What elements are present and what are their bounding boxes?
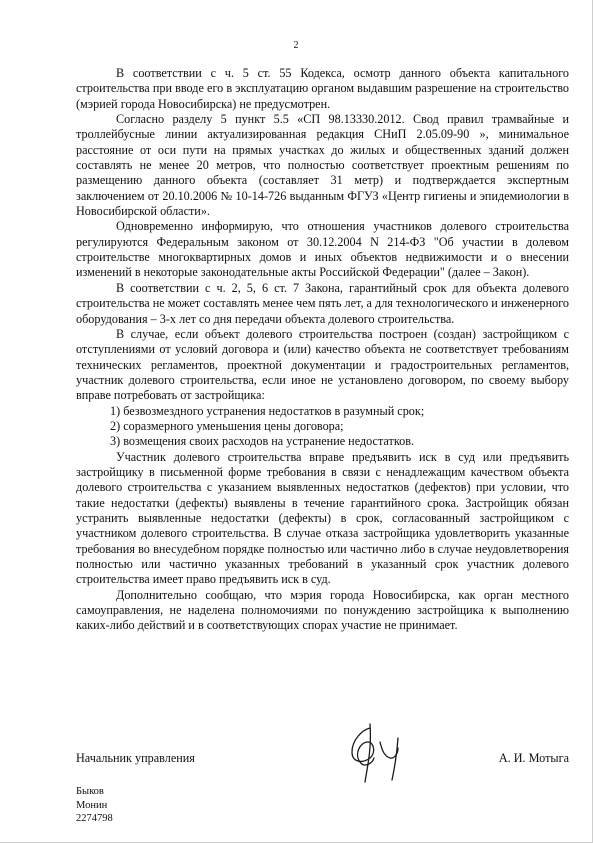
paragraph-city-authority: Дополнительно сообщаю, что мэрия города Новосибирска, как орган местного самоуправления, не наделена полномочиями по понуждению застройщика к выполнению каких-либо действий и в соответствующих спорах участие не принимает. bbox=[76, 587, 569, 633]
executor-phone: 2274798 bbox=[76, 813, 113, 825]
list-item-remedy-2: 2) соразмерного уменьшения цены договора; bbox=[110, 418, 344, 433]
letter-body bbox=[76, 66, 569, 634]
paragraph-warranty-period: В соответствии с ч. 2, 5, 6 ст. 7 Закона, гарантийный срок для объекта долевого строительства не может составлять менее чем пять лет, а для технологического и инженерного оборудования – 3-х лет со дня передачи объекта долевого строительства. bbox=[76, 280, 569, 326]
executor-name: Быков bbox=[76, 786, 104, 797]
list-item-remedy-3: 3) возмещения своих расходов на устранение недостатков. bbox=[110, 434, 415, 449]
executors-block bbox=[76, 785, 113, 826]
signatory-name: А. И. Мотыга bbox=[498, 751, 569, 765]
paragraph-law-reference: Одновременно информирую, что отношения участников долевого строительства регулируются Федеральным законом от 30.12.2004 N 214-ФЗ "Об участии в долевом строительстве многоквартирных домов и иных объектов недвижимости и о внесении изменений в некоторые законодательные акты Российской Федерации" (далее – Закон). bbox=[76, 219, 569, 280]
list-item-remedy-1: 1) безвозмездного устранения недостатков в разумный срок; bbox=[110, 403, 425, 418]
paragraph-defects: В случае, если объект долевого строительства построен (создан) застройщиком с отступлениями от условий договора и (или) качество объекта не соответствует требованиям технических регламентов, проектной документации и градостроительных регламентов, участник долевого строительства, если иное не установлено договором, по своему выбору вправе потребовать от застройщика: bbox=[76, 326, 569, 403]
paragraph-lawsuit: Участник долевого строительства вправе предъявить иск в суд или предъявить застройщику в письменной форме требования в связи с ненадлежащим качеством объекта долевого строительства с указанием выявленных недостатков (дефектов) при условии, что такие недостатки (дефекты) выявлены в течение гарантийного срока. Застройщик обязан устранить выявленные недостатки (дефекты) в срок, согласованный застройщиком с участником долевого строительства. В случае отказа застройщика удовлетворить указанные требования во внесудебном порядке полностью или частично либо в случае неудовлетворения полностью или частично указанных требований в указанный срок участник долевого строительства имеет право предъявить иск в суд. bbox=[76, 449, 569, 587]
page-number: 2 bbox=[293, 40, 299, 51]
handwritten-signature bbox=[340, 718, 412, 786]
executor-name: Монин bbox=[76, 799, 108, 811]
paragraph-distance-norms: Согласно разделу 5 пункт 5.5 «СП 98.13330.2012. Свод правил трамвайные и троллейбусные линии актуализированная редакция СНиП 2.05.09-90 », минимальное расстояние от оси пути на прямых участках до жилых и общественных зданий должен составлять не менее 20 метров, что полностью соответствует проектным решениям по размещению данного объекта (составляет 31 метр) и подтверждается экспертным заключением от 20.10.2006 № 10-14-726 выданным ФГУЗ «Центр гигиены и эпидемиологии в Новосибирской области». bbox=[76, 112, 569, 219]
signatory-title: Начальник управления bbox=[76, 751, 195, 765]
paragraph-inspection: В соответствии с ч. 5 ст. 55 Кодекса, осмотр данного объекта капитального строительства при вводе его в эксплуатацию органом выдавшим разрешение на строительство (мэрией города Новосибирска) не предусмотрен. bbox=[76, 66, 569, 111]
